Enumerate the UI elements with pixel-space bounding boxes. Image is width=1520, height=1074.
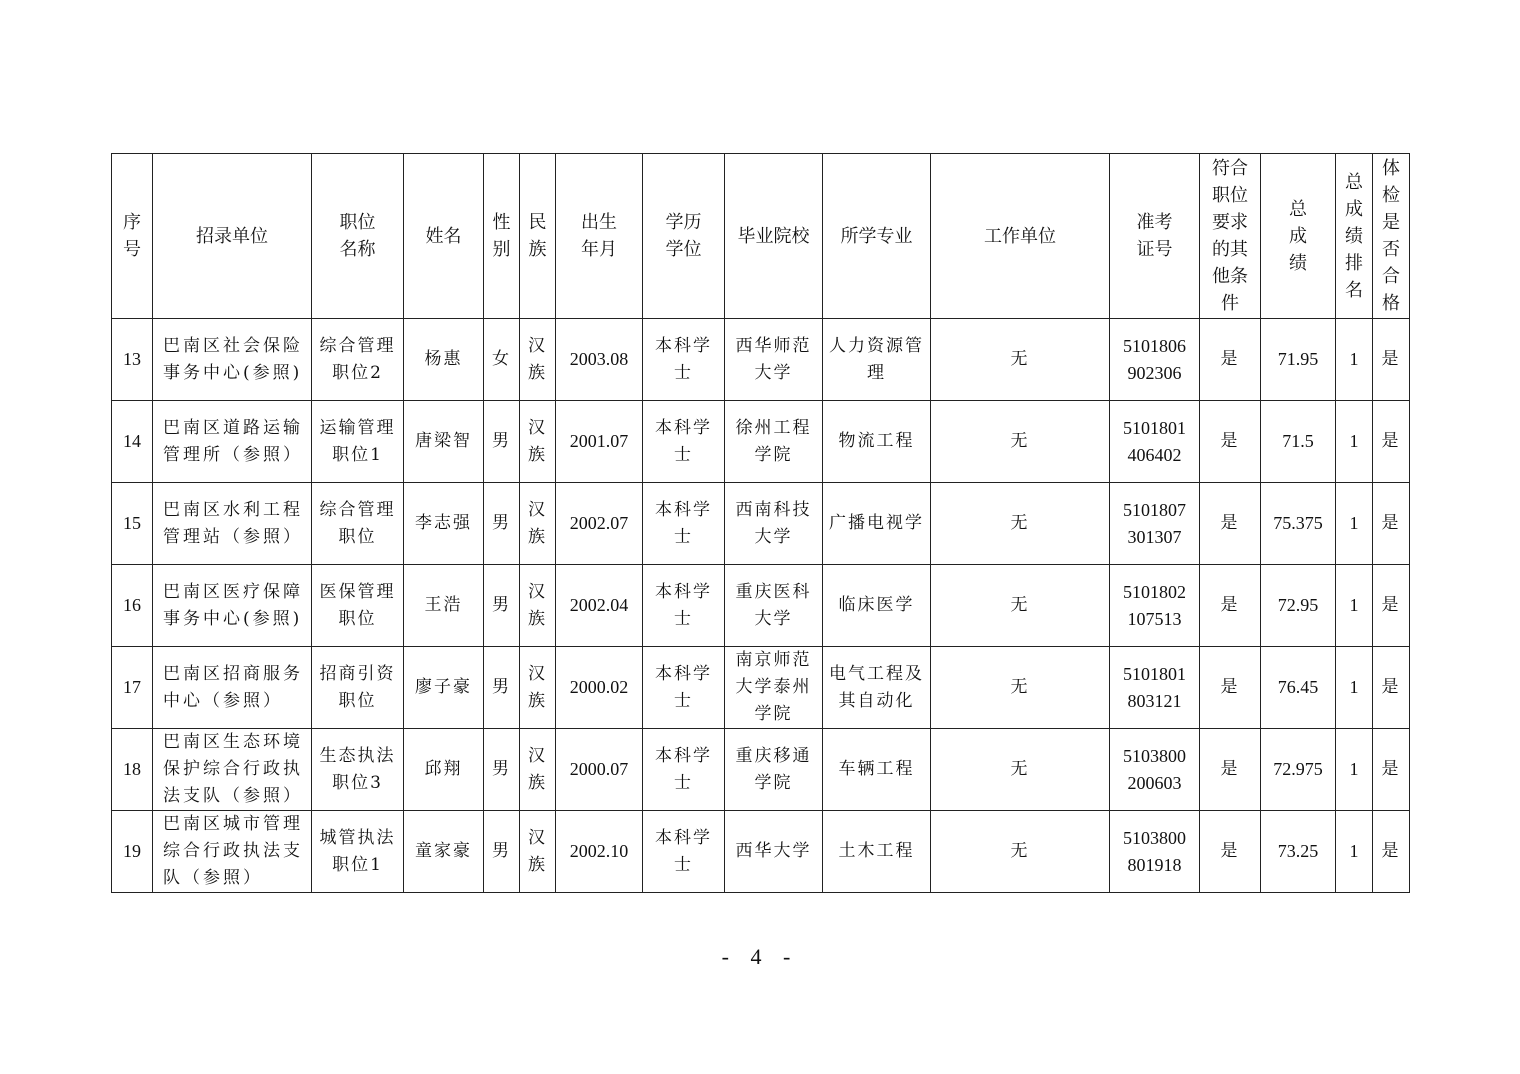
cell-rank: 1 [1336,319,1373,401]
cell-other: 是 [1200,811,1261,893]
cell-ethnicity: 汉族 [520,565,556,647]
header-other: 符合 职位 要求 的其 他条 件 [1200,154,1261,319]
cell-position: 运输管理职位1 [312,401,404,483]
cell-exam-id: 5101802 107513 [1110,565,1200,647]
cell-degree: 本科学士 [643,565,725,647]
cell-exam-id: 5101807 301307 [1110,483,1200,565]
cell-rank: 1 [1336,401,1373,483]
cell-medical: 是 [1373,729,1410,811]
cell-work: 无 [931,729,1110,811]
cell-unit: 巴南区水利工程管理站（参照） [153,483,312,565]
table-row [112,401,1410,483]
cell-position: 综合管理职位2 [312,319,404,401]
cell-ethnicity: 汉族 [520,319,556,401]
header-rank: 总 成 绩 排 名 [1336,154,1373,319]
header-exam-id: 准考 证号 [1110,154,1200,319]
cell-score: 72.95 [1261,565,1336,647]
cell-name: 童家豪 [404,811,484,893]
cell-score: 75.375 [1261,483,1336,565]
cell-school: 南京师范大学泰州学院 [725,647,823,729]
header-position: 职位 名称 [312,154,404,319]
table-row [112,319,1410,401]
cell-ethnicity: 汉族 [520,483,556,565]
cell-gender: 男 [484,811,520,893]
cell-major: 车辆工程 [823,729,931,811]
cell-work: 无 [931,565,1110,647]
cell-unit: 巴南区社会保险事务中心(参照) [153,319,312,401]
cell-name: 邱翔 [404,729,484,811]
cell-exam-id: 5103800 200603 [1110,729,1200,811]
cell-rank: 1 [1336,811,1373,893]
cell-seq: 13 [112,319,153,401]
cell-rank: 1 [1336,647,1373,729]
cell-school: 西华师范大学 [725,319,823,401]
cell-work: 无 [931,483,1110,565]
cell-other: 是 [1200,729,1261,811]
cell-unit: 巴南区城市管理综合行政执法支队（参照） [153,811,312,893]
cell-other: 是 [1200,483,1261,565]
cell-name: 王浩 [404,565,484,647]
header-school: 毕业院校 [725,154,823,319]
cell-position: 城管执法职位1 [312,811,404,893]
cell-other: 是 [1200,319,1261,401]
cell-seq: 16 [112,565,153,647]
table-row [112,729,1410,811]
table-row [112,565,1410,647]
header-unit: 招录单位 [153,154,312,319]
table-row [112,647,1410,729]
cell-position: 生态执法职位3 [312,729,404,811]
cell-work: 无 [931,401,1110,483]
cell-school: 徐州工程学院 [725,401,823,483]
header-degree: 学历 学位 [643,154,725,319]
cell-seq: 14 [112,401,153,483]
cell-other: 是 [1200,647,1261,729]
cell-score: 71.5 [1261,401,1336,483]
cell-medical: 是 [1373,483,1410,565]
header-major: 所学专业 [823,154,931,319]
cell-school: 西南科技大学 [725,483,823,565]
cell-major: 土木工程 [823,811,931,893]
cell-gender: 男 [484,483,520,565]
cell-score: 73.25 [1261,811,1336,893]
cell-position: 招商引资职位 [312,647,404,729]
cell-other: 是 [1200,565,1261,647]
cell-unit: 巴南区生态环境保护综合行政执法支队（参照） [153,729,312,811]
cell-unit: 巴南区医疗保障事务中心(参照) [153,565,312,647]
header-name: 姓名 [404,154,484,319]
cell-major: 临床医学 [823,565,931,647]
cell-rank: 1 [1336,565,1373,647]
header-medical: 体 检 是 否 合 格 [1373,154,1410,319]
table-row [112,483,1410,565]
cell-birth: 2000.07 [556,729,643,811]
cell-exam-id: 5101801 803121 [1110,647,1200,729]
cell-birth: 2002.07 [556,483,643,565]
header-seq: 序 号 [112,154,153,319]
cell-medical: 是 [1373,811,1410,893]
cell-degree: 本科学士 [643,319,725,401]
cell-school: 西华大学 [725,811,823,893]
cell-position: 医保管理职位 [312,565,404,647]
cell-gender: 男 [484,647,520,729]
cell-birth: 2002.04 [556,565,643,647]
cell-work: 无 [931,811,1110,893]
cell-major: 人力资源管理 [823,319,931,401]
cell-major: 广播电视学 [823,483,931,565]
cell-gender: 男 [484,565,520,647]
cell-seq: 15 [112,483,153,565]
cell-name: 李志强 [404,483,484,565]
cell-ethnicity: 汉族 [520,811,556,893]
table-row [112,811,1410,893]
cell-score: 71.95 [1261,319,1336,401]
cell-name: 唐梁智 [404,401,484,483]
table-header-row [112,154,1410,319]
cell-work: 无 [931,319,1110,401]
cell-seq: 17 [112,647,153,729]
cell-unit: 巴南区招商服务中心（参照） [153,647,312,729]
cell-birth: 2002.10 [556,811,643,893]
cell-gender: 女 [484,319,520,401]
cell-medical: 是 [1373,319,1410,401]
cell-school: 重庆医科大学 [725,565,823,647]
cell-birth: 2000.02 [556,647,643,729]
cell-seq: 19 [112,811,153,893]
header-ethnicity: 民 族 [520,154,556,319]
cell-degree: 本科学士 [643,647,725,729]
cell-name: 杨惠 [404,319,484,401]
cell-exam-id: 5103800 801918 [1110,811,1200,893]
cell-rank: 1 [1336,729,1373,811]
cell-ethnicity: 汉族 [520,401,556,483]
cell-degree: 本科学士 [643,729,725,811]
cell-work: 无 [931,647,1110,729]
cell-rank: 1 [1336,483,1373,565]
cell-degree: 本科学士 [643,483,725,565]
cell-exam-id: 5101801 406402 [1110,401,1200,483]
cell-exam-id: 5101806 902306 [1110,319,1200,401]
cell-score: 76.45 [1261,647,1336,729]
cell-position: 综合管理职位 [312,483,404,565]
cell-score: 72.975 [1261,729,1336,811]
cell-degree: 本科学士 [643,401,725,483]
cell-ethnicity: 汉族 [520,647,556,729]
header-score: 总 成 绩 [1261,154,1336,319]
cell-major: 物流工程 [823,401,931,483]
cell-other: 是 [1200,401,1261,483]
cell-birth: 2003.08 [556,319,643,401]
header-gender: 性 别 [484,154,520,319]
cell-major: 电气工程及其自动化 [823,647,931,729]
cell-unit: 巴南区道路运输管理所（参照） [153,401,312,483]
cell-medical: 是 [1373,647,1410,729]
cell-gender: 男 [484,729,520,811]
table-body [112,319,1410,893]
cell-degree: 本科学士 [643,811,725,893]
header-work: 工作单位 [931,154,1110,319]
cell-medical: 是 [1373,401,1410,483]
cell-name: 廖子豪 [404,647,484,729]
page-number: - 4 - [721,944,799,969]
cell-seq: 18 [112,729,153,811]
cell-medical: 是 [1373,565,1410,647]
cell-gender: 男 [484,401,520,483]
cell-ethnicity: 汉族 [520,729,556,811]
candidate-table [111,153,1410,893]
cell-birth: 2001.07 [556,401,643,483]
cell-school: 重庆移通学院 [725,729,823,811]
header-birth: 出生 年月 [556,154,643,319]
